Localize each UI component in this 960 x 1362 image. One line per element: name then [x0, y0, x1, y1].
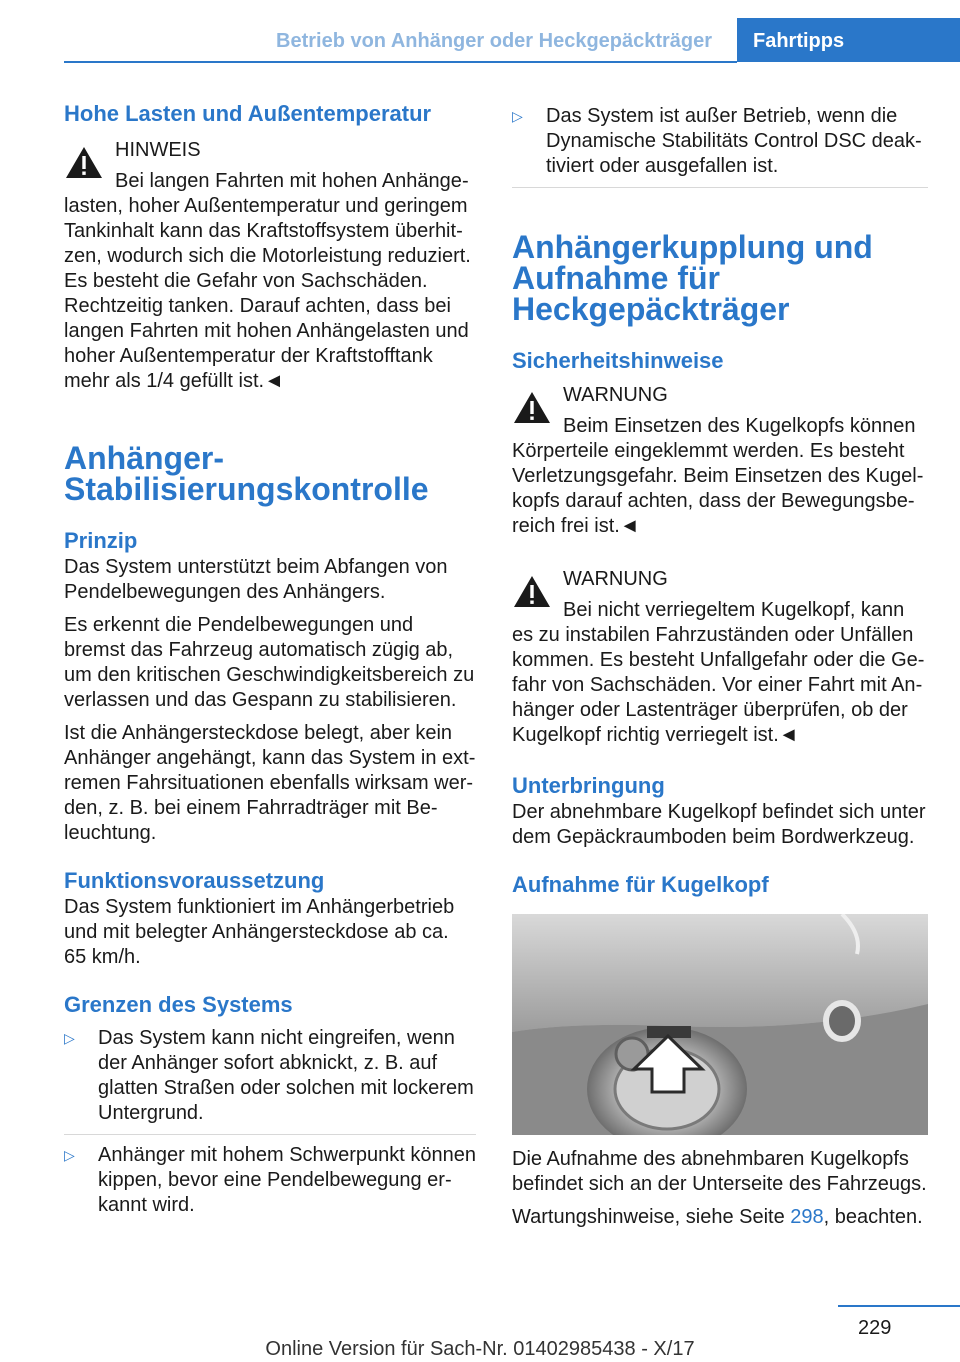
list-divider [512, 187, 928, 188]
heading-sicherheitshinweise: Sicherheitshinweise [512, 348, 724, 373]
warnung-label-1: WARNUNG [563, 384, 668, 406]
list-divider [64, 1134, 476, 1135]
header-chapter-tab [737, 18, 960, 62]
list-item [64, 1026, 476, 1126]
heading-aufnahme-kugelkopf: Aufnahme für Kugelkopf [512, 872, 769, 897]
bullet-text-3: Das System ist außer Betrieb, wenn die Dynamische Stabilitäts Control DSC deaktiviert oder ausgefallen ist. [546, 105, 922, 177]
list-item [512, 104, 928, 179]
page-number: 229 [858, 1317, 892, 1339]
warnung-note-1 [512, 383, 928, 539]
hitch-receiver-photo [512, 914, 928, 1135]
wartung-text: Wartungshinweise, siehe Seite [512, 1206, 791, 1228]
hinweis-note [64, 138, 476, 394]
hinweis-text: Bei langen Fahrten mit hohen Anhängelasten, hoher Außentemperatur und geringem Tankinhalt kann das Kraftstoffsystem überhitzen, wodurch sich die Motorleistung reduziert. Es besteht die Gefahr von Sachschäden. Rechtzeitig tanken. Darauf achten, dass bei langen Fahrten mit hohen Anhängelasten und hoher Außentemperatur der Kraftstofftank mehr als 1/4 gefüllt ist.◄ [64, 170, 471, 392]
online-version-note: Online Version für Sach-Nr. 01402985438 - X/17 [265, 1338, 695, 1360]
wartung-text-end: , beachten. [823, 1206, 923, 1228]
heading-unterbringung: Unterbringung [512, 773, 665, 798]
paragraph-aufnahme: Die Aufnahme des abnehmbaren Kugelkopfs befindet sich an der Unterseite des Fahrzeugs. [512, 1148, 927, 1195]
warning-icon [64, 144, 104, 180]
warnung-label-2: WARNUNG [563, 568, 668, 590]
right-column [512, 104, 928, 1230]
heading-anhaengerkupplung: Anhängerkupplung und Aufnahme für Heckgepäckträger [512, 229, 873, 327]
paragraph-prinzip-3: Ist die Anhängersteckdose belegt, aber kein Anhänger angehängt, kann das System in extremen Fahrsituationen ebenfalls wirksam werden, z. B. bei einem Fahrradträger mit Beleuchtung. [64, 722, 476, 844]
list-item [64, 1143, 476, 1218]
heading-anhaenger-stabilisierung: Anhänger-Stabilisierungskontrolle [64, 440, 429, 507]
heading-prinzip: Prinzip [64, 528, 138, 553]
warning-icon [512, 573, 552, 609]
heading-funktionsvoraussetzung: Funktionsvoraussetzung [64, 868, 325, 893]
header-section-title: Betrieb von Anhänger oder Heckgepäckträger [276, 30, 713, 52]
paragraph-unterbringung: Der abnehmbare Kugelkopf befindet sich unter dem Gepäckraumboden beim Bordwerkzeug. [512, 801, 926, 848]
warning-icon [512, 389, 552, 425]
page-reference-link[interactable]: 298 [790, 1206, 824, 1228]
bullet-text-2: Anhänger mit hohem Schwerpunkt können kippen, bevor eine Pendelbewegung erkannt wird. [98, 1144, 477, 1216]
hinweis-label: HINWEIS [115, 139, 201, 161]
bullet-text-1: Das System kann nicht eingreifen, wenn der Anhänger sofort abknickt, z. B. auf glatten Straßen oder solchen mit lockerem Untergrund. [98, 1027, 474, 1124]
paragraph-funktion: Das System funktioniert im Anhängerbetrieb und mit belegter Anhängersteckdose ab ca. 65 km/h. [64, 896, 455, 968]
triangle-bullet-icon: ▷ [512, 108, 523, 124]
warnung-note-2 [512, 567, 928, 748]
triangle-bullet-icon: ▷ [64, 1147, 75, 1163]
page-header [0, 0, 960, 62]
paragraph-prinzip-1: Das System unterstützt beim Abfangen von Pendelbewegungen des Anhängers. [64, 556, 448, 603]
warnung-text-2: Bei nicht verriegeltem Kugelkopf, kann es zu instabilen Fahrzuständen oder Unfällen kommen. Es besteht Unfallgefahr oder die Gefahr von Sachschäden. Vor einer Fahrt mit Anhänger oder Lastenträger überprüfen, ob der Kugelkopf richtig verriegelt ist.◄ [512, 599, 925, 746]
left-column [64, 100, 476, 1218]
heading-hohe-lasten: Hohe Lasten und Außentemperatur [64, 101, 432, 126]
paragraph-prinzip-2: Es erkennt die Pendelbewegungen und bremst das Fahrzeug automatisch zügig ab, um den kritischen Geschwindigkeitsbereich zu verlassen und das Gespann zu stabilisieren. [64, 614, 475, 711]
triangle-bullet-icon: ▷ [64, 1030, 75, 1046]
warnung-text-1: Beim Einsetzen des Kugelkopfs können Körperteile eingeklemmt werden. Es besteht Verletzungsgefahr. Beim Einsetzen des Kugelkopfs darauf achten, dass der Bewegungsbereich frei ist.◄ [512, 415, 924, 537]
footer-rule [838, 1305, 960, 1307]
header-rule [64, 61, 737, 63]
heading-grenzen: Grenzen des Systems [64, 992, 293, 1017]
paragraph-wartung [512, 1205, 928, 1230]
header-chapter-label: Fahrtipps [753, 30, 845, 52]
